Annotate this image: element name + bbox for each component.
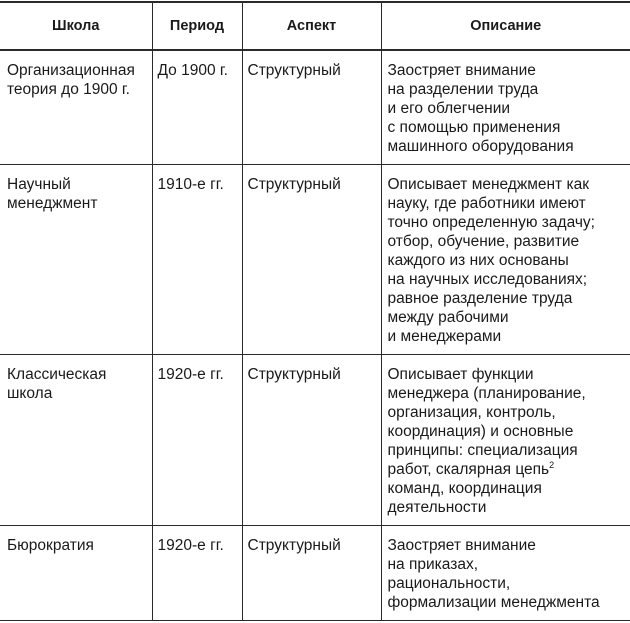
period-cell: 1920-е гг. (152, 526, 242, 621)
description-cell (381, 165, 630, 355)
header-school: Школа (0, 2, 152, 50)
aspect-cell: Структурный (242, 165, 381, 355)
description-text: на приказах, (387, 556, 479, 573)
description-text: на разделении труда (387, 81, 539, 98)
school-cell: Организационная теория до 1900 г. (0, 50, 152, 165)
description-line (388, 593, 627, 612)
table-row (0, 355, 630, 526)
description-line (388, 498, 627, 517)
description-text: формализации менеджмента (387, 594, 600, 611)
description-line (388, 118, 627, 137)
description-text: и его облегчении (387, 100, 511, 117)
period-cell: 1910-е гг. (152, 165, 242, 355)
description-line (388, 270, 627, 289)
table-row (0, 526, 630, 621)
description-line (388, 574, 627, 593)
header-aspect: Аспект (242, 2, 381, 50)
table-row (0, 165, 630, 355)
school-cell: Бюрократия (0, 526, 152, 621)
description-text: деятельности (387, 499, 487, 516)
description-text: Заостряет внимание (387, 537, 536, 554)
header-period: Период (152, 2, 242, 50)
description-line (388, 194, 627, 213)
description-line (388, 536, 627, 555)
description-line (388, 365, 627, 384)
description-text: точно определенную задачу; (387, 214, 595, 231)
aspect-cell: Структурный (242, 355, 381, 526)
description-text: машинного оборудования (387, 138, 574, 155)
description-line (388, 384, 627, 403)
description-text: науку, где работники имеют (387, 195, 586, 212)
description-text: работ, скалярная цепь (387, 461, 550, 478)
description-cell (381, 355, 630, 526)
description-cell (381, 50, 630, 165)
description-line (388, 251, 627, 270)
description-line (388, 80, 627, 99)
description-line (388, 460, 627, 479)
period-cell: До 1900 г. (152, 50, 242, 165)
header-description: Описание (381, 2, 630, 50)
description-text: с помощью применения (387, 119, 561, 136)
description-text: на научных исследованиях; (387, 271, 588, 288)
description-text: менеджера (планирование, (387, 385, 586, 402)
description-line (388, 308, 627, 327)
description-text: равное разделение труда (387, 290, 573, 307)
aspect-cell: Структурный (242, 526, 381, 621)
description-line (388, 137, 627, 156)
description-text: отбор, обучение, развитие (387, 233, 580, 250)
description-line (388, 61, 627, 80)
description-line (388, 99, 627, 118)
aspect-cell: Структурный (242, 50, 381, 165)
description-text: Описывает менеджмент как (387, 176, 589, 193)
description-text: каждого из них основаны (387, 252, 569, 269)
description-line (388, 479, 627, 498)
description-text: между рабочими (387, 309, 509, 326)
description-line (388, 555, 627, 574)
description-line (388, 422, 627, 441)
description-line (388, 213, 627, 232)
description-text: принципы: специализация (387, 442, 578, 459)
school-cell: Классическая школа (0, 355, 152, 526)
description-line (388, 441, 627, 460)
header-row (0, 2, 630, 50)
table-row (0, 50, 630, 165)
description-line (388, 232, 627, 251)
school-cell: Научный менеджмент (0, 165, 152, 355)
period-cell: 1920-е гг. (152, 355, 242, 526)
description-line (388, 403, 627, 422)
description-line (388, 175, 627, 194)
description-line (388, 289, 627, 308)
description-text: команд, координация (387, 480, 542, 497)
description-text: и менеджерами (387, 328, 502, 345)
description-text: Описывает функции (387, 366, 534, 383)
schools-table (0, 1, 630, 621)
description-text: координация) и основные (387, 423, 574, 440)
description-text: рациональности, (387, 575, 511, 592)
description-text: организация, контроль, (387, 404, 556, 421)
description-text: Заостряет внимание (387, 62, 536, 79)
description-line (388, 327, 627, 346)
description-cell (381, 526, 630, 621)
footnote-mark: 2 (549, 459, 555, 470)
